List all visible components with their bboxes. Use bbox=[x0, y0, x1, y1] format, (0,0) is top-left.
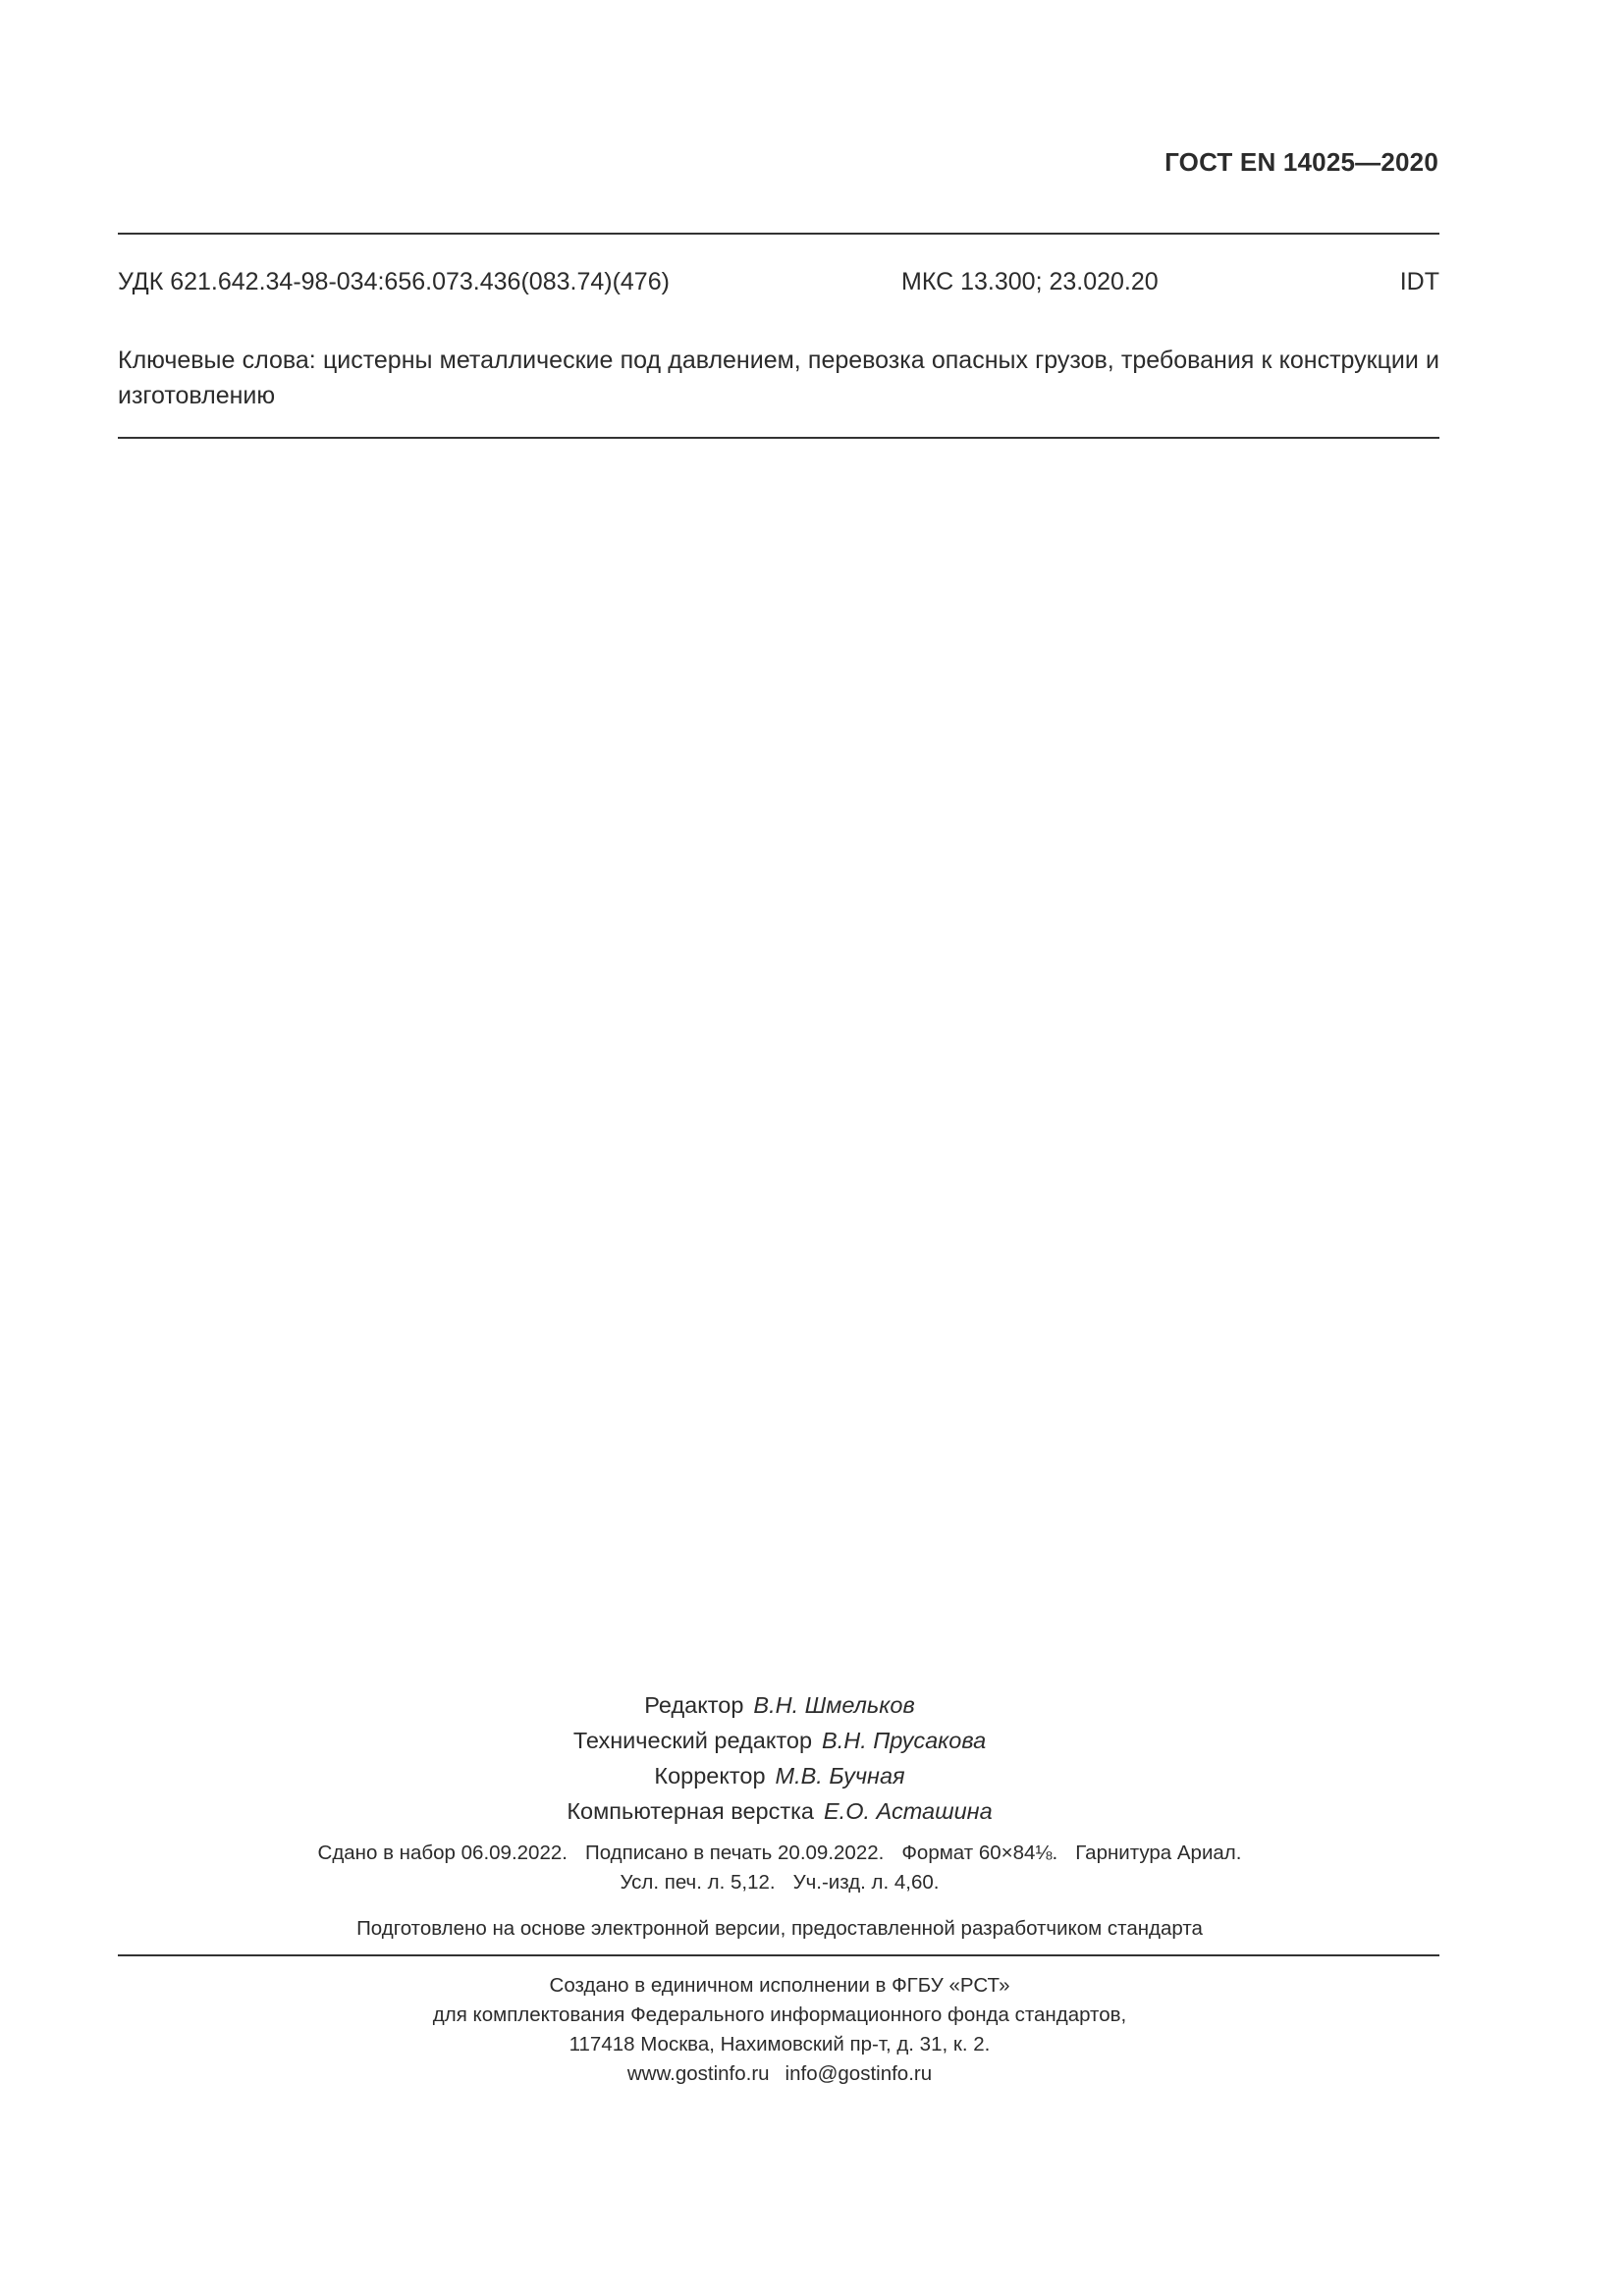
keywords-paragraph: Ключевые слова: цистерны металлические под давлением, перевозка опасных грузов, требования к конструкции и изготовлению bbox=[118, 347, 1439, 409]
standard-code: ГОСТ EN 14025—2020 bbox=[1164, 147, 1438, 177]
footer-line-2: для комплектования Федерального информационного фонда стандартов, bbox=[432, 2003, 1127, 2026]
prepared-note: Подготовлено на основе электронной версии, предоставленной разработчиком стандарта bbox=[356, 1917, 1203, 1940]
credit-name: В.Н. Прусакова bbox=[822, 1728, 987, 1753]
classification-row bbox=[118, 268, 1439, 301]
footer-line-3: 117418 Москва, Нахимовский пр-т, д. 31, к. 2. bbox=[568, 2033, 991, 2056]
mks-code: МКС 13.300; 23.020.20 bbox=[901, 268, 1159, 295]
email-link[interactable]: info@gostinfo.ru bbox=[785, 2062, 933, 2085]
credit-line-technical-editor bbox=[0, 1723, 1559, 1758]
credit-line-layout bbox=[0, 1793, 1559, 1829]
typeface: Гарнитура Ариал. bbox=[1075, 1842, 1242, 1864]
publication-info-line-1 bbox=[0, 1839, 1559, 1868]
paper-format: Формат 60×84⅛. bbox=[901, 1842, 1058, 1864]
top-divider bbox=[118, 233, 1439, 235]
website-link[interactable]: www.gostinfo.ru bbox=[626, 2062, 770, 2085]
credit-role: Корректор bbox=[654, 1763, 766, 1789]
credit-role: Технический редактор bbox=[572, 1728, 813, 1753]
publisher-footer bbox=[0, 1971, 1559, 2089]
credit-name: Е.О. Асташина bbox=[824, 1798, 993, 1824]
udk-code: УДК 621.642.34-98-034:656.073.436(083.74)(476) bbox=[118, 268, 670, 295]
credit-role: Компьютерная верстка bbox=[567, 1798, 814, 1824]
edit-sheets: Уч.-изд. л. 4,60. bbox=[792, 1871, 940, 1894]
credit-line-editor bbox=[0, 1687, 1559, 1723]
keywords-divider bbox=[118, 437, 1439, 439]
footer-line-1: Создано в единичном исполнении в ФГБУ «РСТ» bbox=[549, 1974, 1010, 1997]
credit-name: В.Н. Шмельков bbox=[753, 1692, 915, 1718]
sent-date: Сдано в набор 06.09.2022. bbox=[317, 1842, 568, 1864]
footer-contacts bbox=[0, 2059, 1559, 2089]
print-sheets: Усл. печ. л. 5,12. bbox=[620, 1871, 776, 1894]
credits-block bbox=[0, 1687, 1559, 1829]
credit-line-proofreader bbox=[0, 1758, 1559, 1793]
publication-info-line-2 bbox=[0, 1868, 1559, 1897]
credit-role: Редактор bbox=[644, 1692, 744, 1718]
publication-info bbox=[0, 1839, 1559, 1897]
footer-divider bbox=[118, 1954, 1439, 1956]
idt-marker: IDT bbox=[1399, 268, 1439, 295]
signed-date: Подписано в печать 20.09.2022. bbox=[584, 1842, 885, 1864]
credit-name: М.В. Бучная bbox=[775, 1763, 905, 1789]
